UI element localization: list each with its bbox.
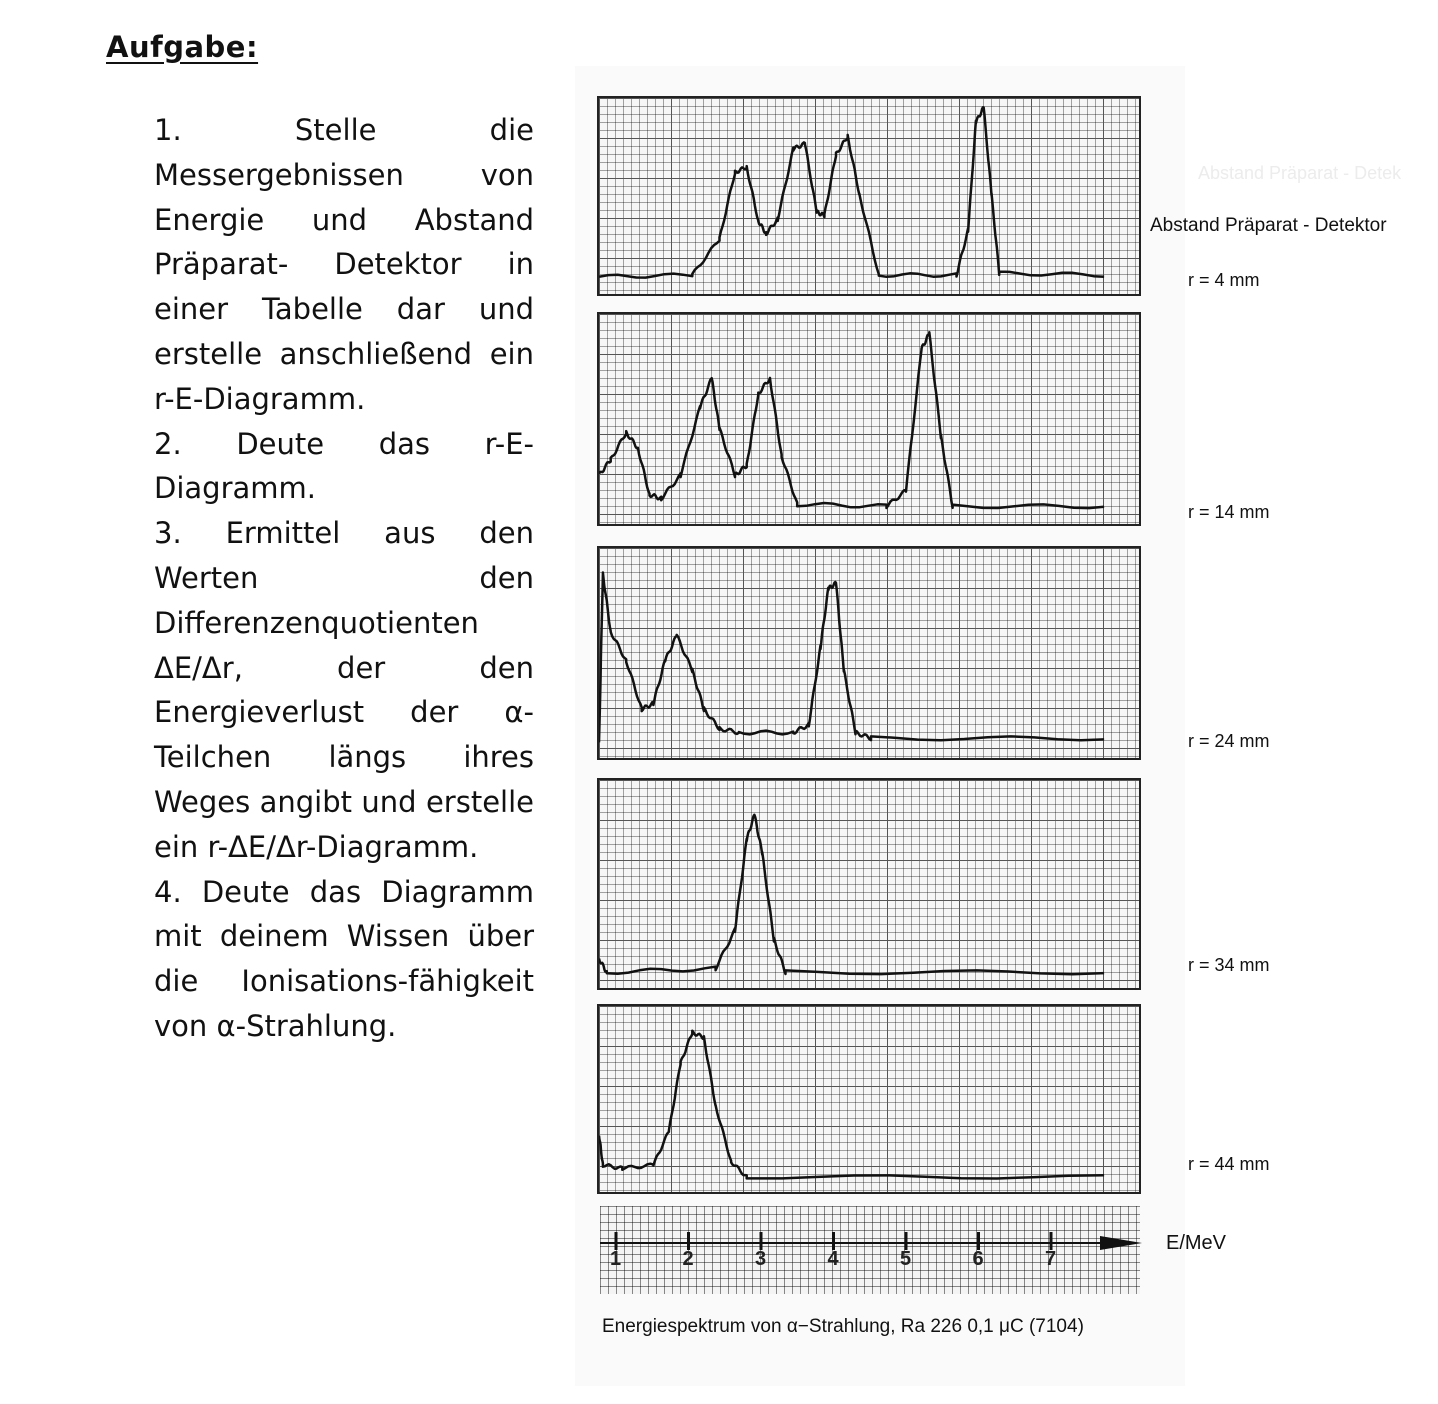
energy-tick-label-5: 5 [900,1248,912,1270]
distance-r14-label: r = 14 mm [1188,502,1270,522]
energy-axis-arrowhead [1100,1236,1142,1250]
distance-r24-label: r = 24 mm [1188,731,1270,751]
task-heading: Aufgabe: [106,30,259,64]
figure-caption: Energiespektrum von α−Strahlung, Ra 226 0,1 μC (7104) [602,1316,1084,1337]
faded-label: Abstand Präparat - Detek [1198,163,1402,183]
task-item-2: 2. Deute das r-E-Diagramm. [154,426,534,506]
task-item-4: 4. Deute das Diagramm mit deinem Wissen über die Ionisations-fähigkeit von α-Strahlung. [154,874,534,1043]
energy-axis-unit: E/MeV [1166,1232,1227,1254]
distance-r34-label: r = 34 mm [1188,955,1270,975]
energy-tick-label-4: 4 [827,1248,839,1270]
distance-label: Abstand Präparat - Detektor [1150,215,1387,236]
energy-tick-label-7: 7 [1045,1248,1057,1270]
distance-r4-label: r = 4 mm [1188,270,1260,290]
task-item-1: 1. Stelle die Messergebnissen von Energie und Abstand Präparat- Detektor in einer Tabelle dar und erstelle anschließend ein r-E-Diagramm. [154,113,534,416]
task-item-3: 3. Ermittel aus den Werten den Differenzenquotienten ΔE/Δr, der den Energieverlust der α-Teilchen längs ihres Weges angibt und erstelle ein r-ΔE/Δr-Diagramm. [154,516,534,864]
energy-tick-label-3: 3 [755,1248,767,1270]
energy-tick-label-6: 6 [972,1248,984,1270]
energy-tick-label-1: 1 [610,1248,622,1270]
energy-tick-label-2: 2 [682,1248,694,1270]
distance-r44-label: r = 44 mm [1188,1154,1270,1174]
